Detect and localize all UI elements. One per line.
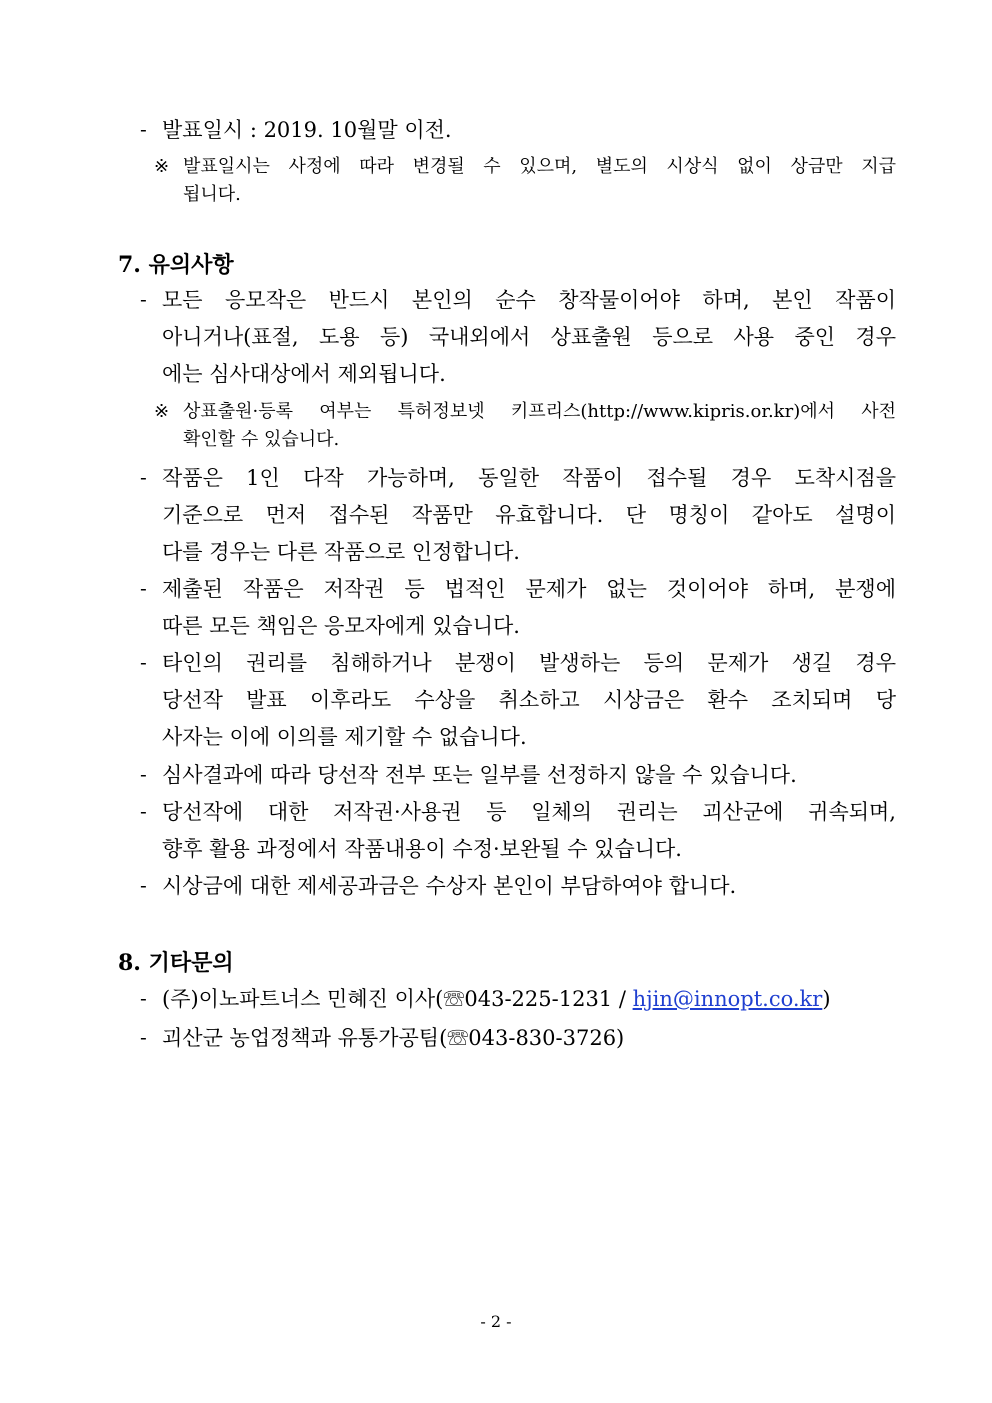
s8-contact-2-bullet: -	[140, 1025, 147, 1049]
s7-item-5-line-1: 심사결과에 따라 당선작 전부 또는 일부를 선정하지 않을 수 있습니다.	[162, 763, 797, 787]
release-bullet: -	[140, 117, 147, 141]
s7-note-line-1: 상표출원·등록 여부는 특허정보넷 키프리스(http://www.kipris.or.kr)에서 사전	[183, 401, 896, 422]
s7-item-3	[162, 571, 896, 645]
s7-item-3-line-1: 제출된 작품은 저작권 등 법적인 문제가 없는 것이어야 하며, 분쟁에	[162, 577, 896, 601]
s7-item-6-line-1: 당선작에 대한 저작권·사용권 등 일체의 권리는 괴산군에 귀속되며,	[162, 800, 896, 824]
s7-item-4-line-2: 당선작 발표 이후라도 수상을 취소하고 시상금은 환수 조치되며 당	[162, 688, 896, 712]
s7-item-4	[162, 645, 896, 756]
s7-item-1-line-3: 에는 심사대상에서 제외됩니다.	[162, 362, 446, 386]
release-note-line-1: 발표일시는 사정에 따라 변경될 수 있으며, 별도의 시상식 없이 상금만 지급	[183, 156, 896, 177]
release-note-line-2: 됩니다.	[183, 184, 241, 205]
s7-item-3-bullet: -	[140, 576, 147, 600]
release-note-mark: ※	[154, 156, 170, 177]
s7-item-6-bullet: -	[140, 799, 147, 823]
release-note	[183, 153, 896, 209]
s7-item-5	[162, 757, 896, 794]
s7-item-2	[162, 460, 896, 571]
s7-item-4-line-1: 타인의 권리를 침해하거나 분쟁이 발생하는 등의 문제가 생길 경우	[162, 651, 896, 675]
s7-item-4-bullet: -	[140, 650, 147, 674]
page-number: - 2 -	[480, 1312, 512, 1331]
s7-note	[183, 398, 896, 454]
email-link[interactable]: hjin@innopt.co.kr	[632, 987, 823, 1011]
s7-item-7	[162, 868, 896, 905]
s7-item-5-bullet: -	[140, 762, 147, 786]
s7-item-2-line-3: 다를 경우는 다른 작품으로 인정합니다.	[162, 540, 520, 564]
s7-item-2-line-1: 작품은 1인 다작 가능하며, 동일한 작품이 접수될 경우 도착시점을	[162, 466, 896, 490]
s7-item-7-line-1: 시상금에 대한 제세공과금은 수상자 본인이 부담하여야 합니다.	[162, 874, 737, 898]
s7-item-2-bullet: -	[140, 465, 147, 489]
s7-item-1-line-2: 아니거나(표절, 도용 등) 국내외에서 상표출원 등으로 사용 중인 경우	[162, 325, 896, 349]
s8-contact-1-text: (주)이노파트너스 민혜진 이사(☏043-225-1231 /	[162, 987, 633, 1011]
s7-note-mark: ※	[154, 401, 170, 422]
section-8-title: 8. 기타문의	[118, 950, 234, 976]
s7-item-3-line-2: 따른 모든 책임은 응모자에게 있습니다.	[162, 614, 520, 638]
s7-item-1-bullet: -	[140, 287, 147, 311]
section-7-title: 7. 유의사항	[118, 252, 234, 278]
s7-item-2-line-2: 기준으로 먼저 접수된 작품만 유효합니다. 단 명칭이 같아도 설명이	[162, 503, 896, 527]
s7-item-6-line-2: 향후 활용 과정에서 작품내용이 수정·보완될 수 있습니다.	[162, 837, 682, 861]
release-line: 발표일시 : 2019. 10월말 이전.	[162, 118, 452, 142]
s8-contact-1	[162, 981, 831, 1018]
s7-item-1-line-1: 모든 응모작은 반드시 본인의 순수 창작물이어야 하며, 본인 작품이	[162, 288, 896, 312]
s7-item-4-line-3: 사자는 이에 이의를 제기할 수 없습니다.	[162, 725, 527, 749]
s8-contact-1-bullet: -	[140, 986, 147, 1010]
s7-item-1	[162, 282, 896, 393]
s7-item-7-bullet: -	[140, 873, 147, 897]
s7-item-6	[162, 794, 896, 868]
s7-note-line-2: 확인할 수 있습니다.	[183, 429, 340, 450]
s8-contact-1-suffix: )	[822, 987, 831, 1011]
s8-contact-2: 괴산군 농업정책과 유통가공팀(☏043-830-3726)	[162, 1026, 625, 1050]
